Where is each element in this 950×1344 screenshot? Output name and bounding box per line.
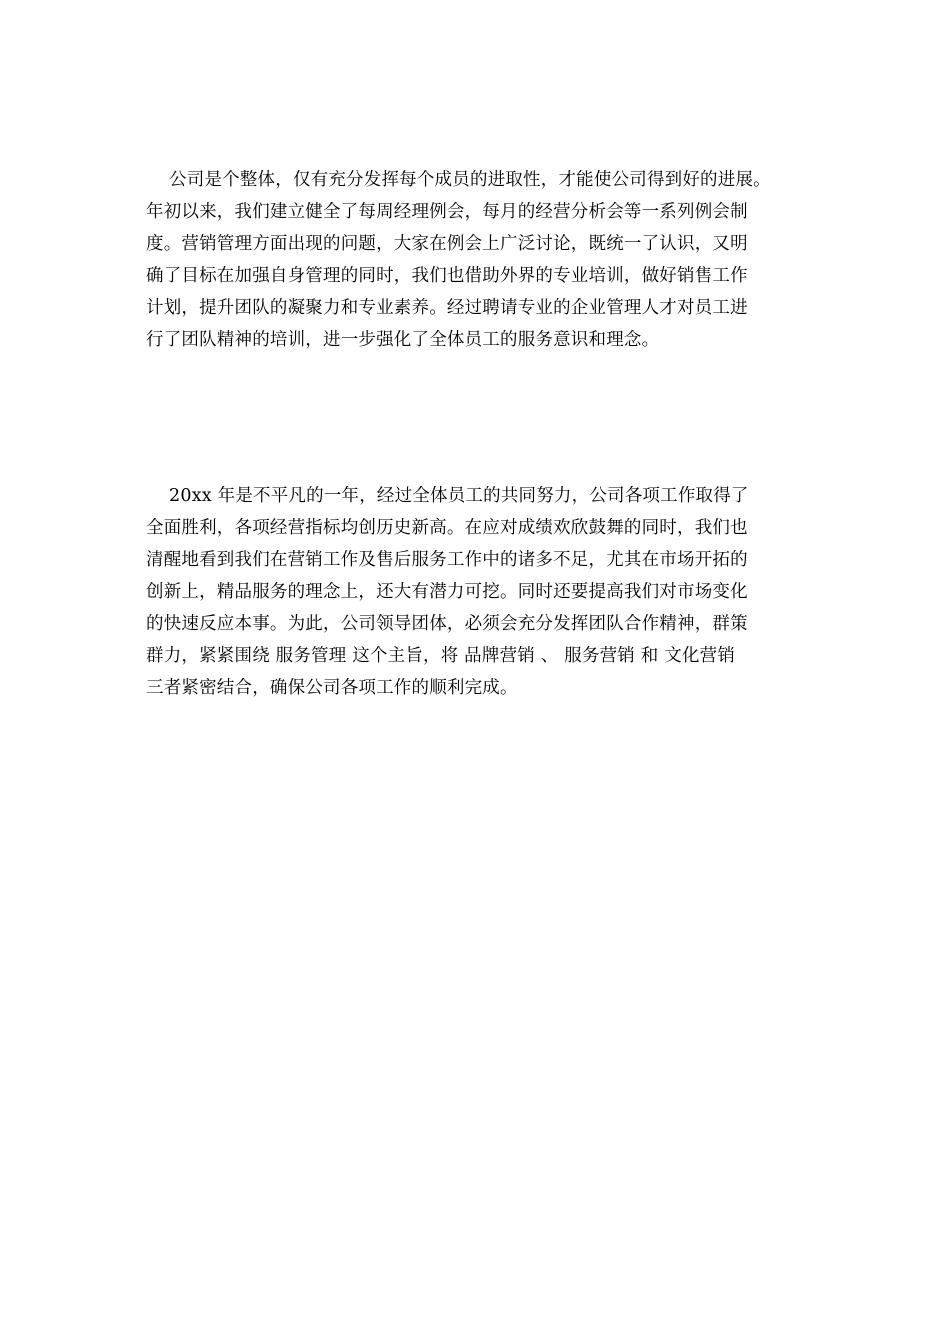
text-line: 年初以来，我们建立健全了每周经理例会，每月的经营分析会等一系列例会制 xyxy=(146,202,748,222)
text-line: 度。营销管理方面出现的问题，大家在例会上广泛讨论，既统一了认识，又明 xyxy=(146,234,748,254)
text-line: 确了目标在加强自身管理的同时，我们也借助外界的专业培训，做好销售工作 xyxy=(146,266,748,286)
text-line: 群力，紧紧围绕 服务管理 这个主旨，将 品牌营销 、 服务营销 和 文化营销 xyxy=(146,646,736,666)
text-line: 20xx 年是不平凡的一年，经过全体员工的共同努力，公司各项工作取得了 xyxy=(146,486,749,506)
paragraph-team-building xyxy=(146,164,846,356)
text-line: 创新上，精品服务的理念上，还大有潜力可挖。同时还要提高我们对市场变化 xyxy=(146,582,748,602)
text-line: 三者紧密结合，确保公司各项工作的顺利完成。 xyxy=(146,678,518,698)
text-line: 全面胜利，各项经营指标均创历史新高。在应对成绩欢欣鼓舞的同时，我们也 xyxy=(146,518,748,538)
paragraph-annual-summary xyxy=(146,480,846,704)
text-line: 计划，提升团队的凝聚力和专业素养。经过聘请专业的企业管理人才对员工进 xyxy=(146,298,748,318)
text-line: 清醒地看到我们在营销工作及售后服务工作中的诸多不足，尤其在市场开拓的 xyxy=(146,550,748,570)
text-line: 行了团队精神的培训，进一步强化了全体员工的服务意识和理念。 xyxy=(146,330,660,350)
text-line: 的快速反应本事。为此，公司领导团体，必须会充分发挥团队合作精神，群策 xyxy=(146,614,748,634)
text-line: 公司是个整体，仅有充分发挥每个成员的进取性，才能使公司得到好的进展。 xyxy=(146,170,771,190)
